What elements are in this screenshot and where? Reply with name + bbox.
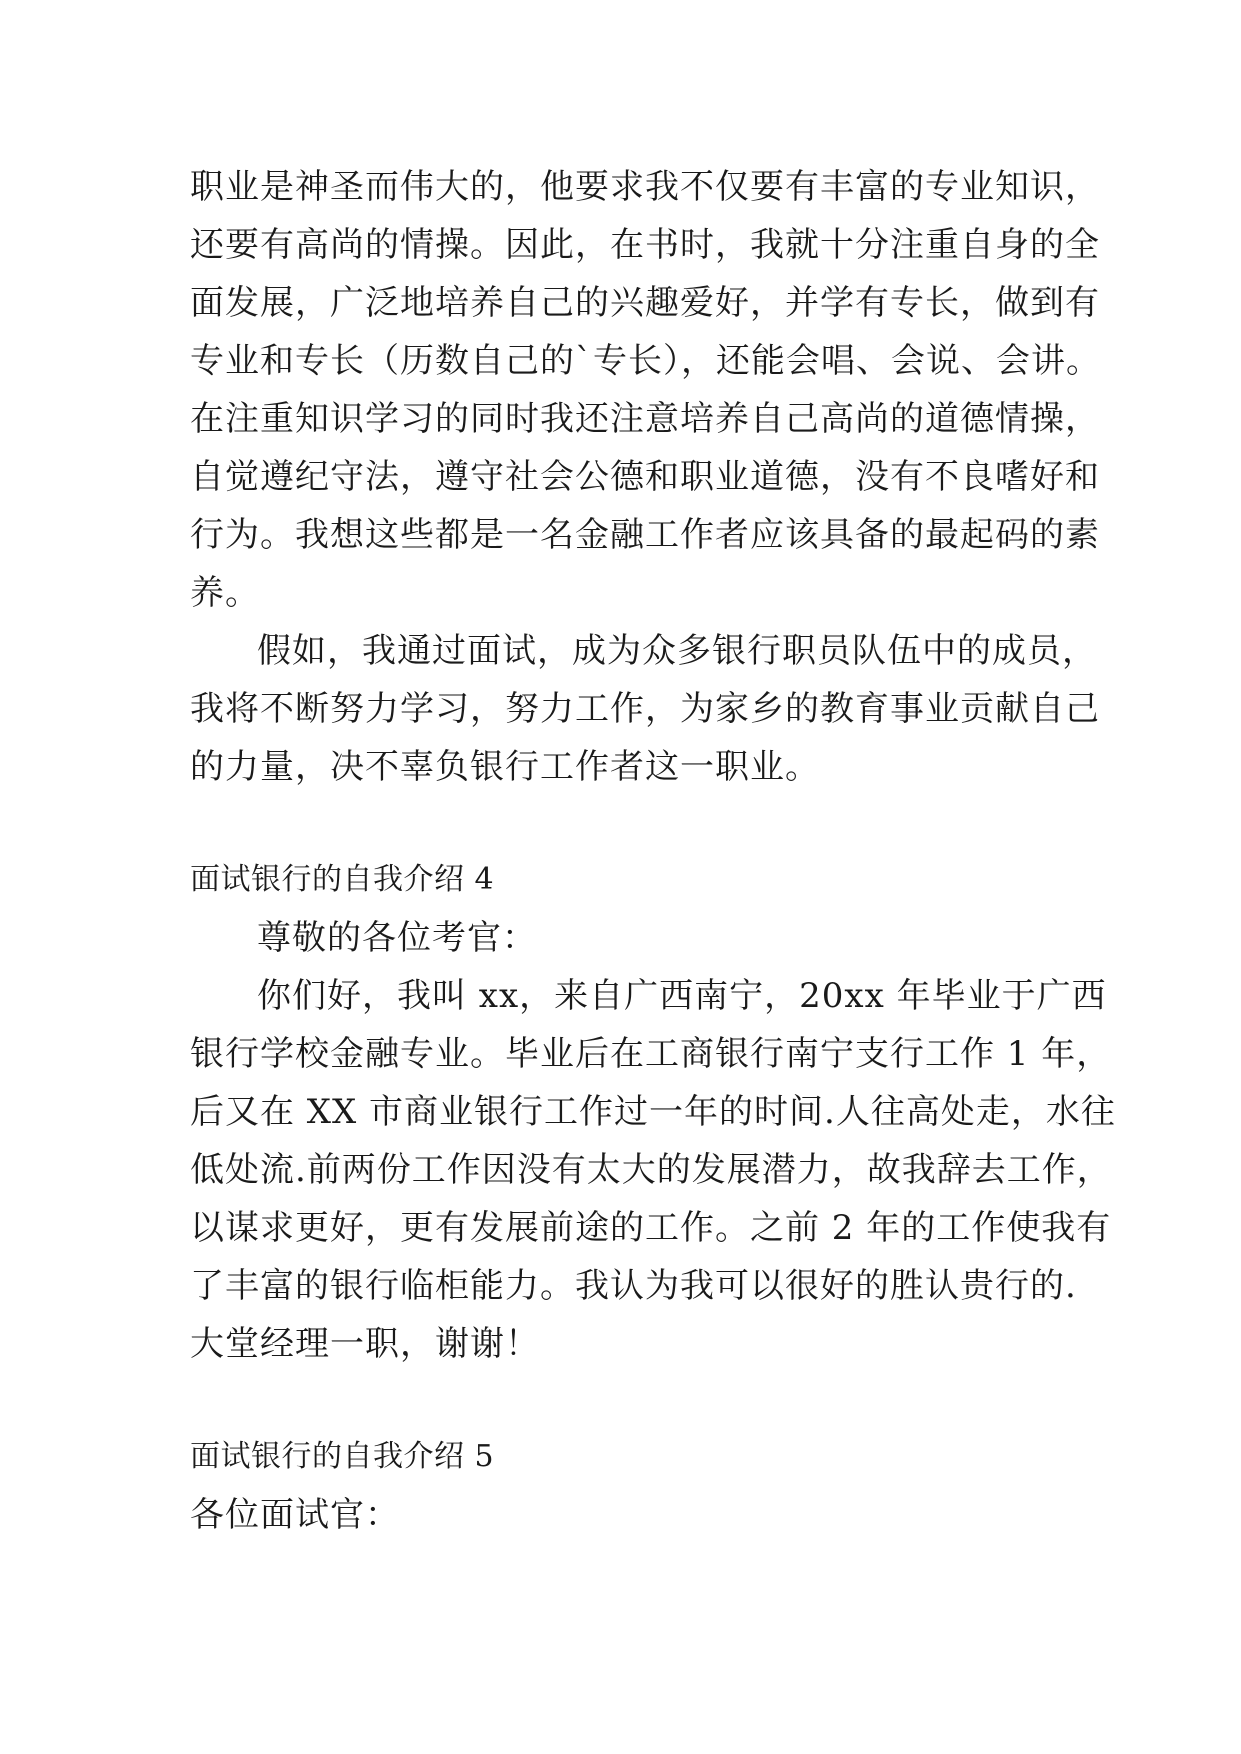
section-title: 面试银行的自我介绍 5	[190, 1439, 495, 1474]
paragraph-line: 后又在 XX 市商业银行工作过一年的时间.人往高处走，水往	[190, 1092, 1116, 1132]
paragraph-line: 我将不断努力学习，努力工作，为家乡的教育事业贡献自己	[190, 689, 1100, 729]
paragraph-line: 养。	[190, 573, 260, 613]
paragraph-line: 专业和专长（历数自己的`专长），还能会唱、会说、会讲。	[190, 341, 1101, 381]
paragraph-line: 低处流.前两份工作因没有太大的发展潜力，故我辞去工作，	[190, 1150, 1112, 1190]
paragraph-line: 假如，我通过面试，成为众多银行职员队伍中的成员，	[257, 631, 1097, 671]
paragraph-line: 在注重知识学习的同时我还注意培养自己高尚的道德情操，	[190, 399, 1100, 439]
salutation: 各位面试官：	[190, 1495, 400, 1535]
paragraph-line: 自觉遵纪守法，遵守社会公德和职业道德，没有不良嗜好和	[190, 457, 1100, 497]
paragraph-line: 银行学校金融专业。毕业后在工商银行南宁支行工作 1 年，	[190, 1034, 1112, 1074]
section-title: 面试银行的自我介绍 4	[190, 862, 495, 897]
salutation: 尊敬的各位考官：	[257, 918, 537, 958]
paragraph-line: 你们好，我叫 xx，来自广西南宁，20xx 年毕业于广西	[257, 976, 1107, 1016]
paragraph-line: 以谋求更好，更有发展前途的工作。之前 2 年的工作使我有	[190, 1208, 1112, 1248]
paragraph-line: 大堂经理一职，谢谢！	[190, 1324, 540, 1364]
paragraph-line: 职业是神圣而伟大的，他要求我不仅要有丰富的专业知识，	[190, 167, 1100, 207]
paragraph-line: 面发展，广泛地培养自己的兴趣爱好，并学有专长，做到有	[190, 283, 1100, 323]
paragraph-line: 的力量，决不辜负银行工作者这一职业。	[190, 747, 820, 787]
paragraph-line: 行为。我想这些都是一名金融工作者应该具备的最起码的素	[190, 515, 1100, 555]
paragraph-line: 了丰富的银行临柜能力。我认为我可以很好的胜认贵行的.	[190, 1266, 1077, 1306]
paragraph-line: 还要有高尚的情操。因此，在书时，我就十分注重自身的全	[190, 225, 1100, 265]
